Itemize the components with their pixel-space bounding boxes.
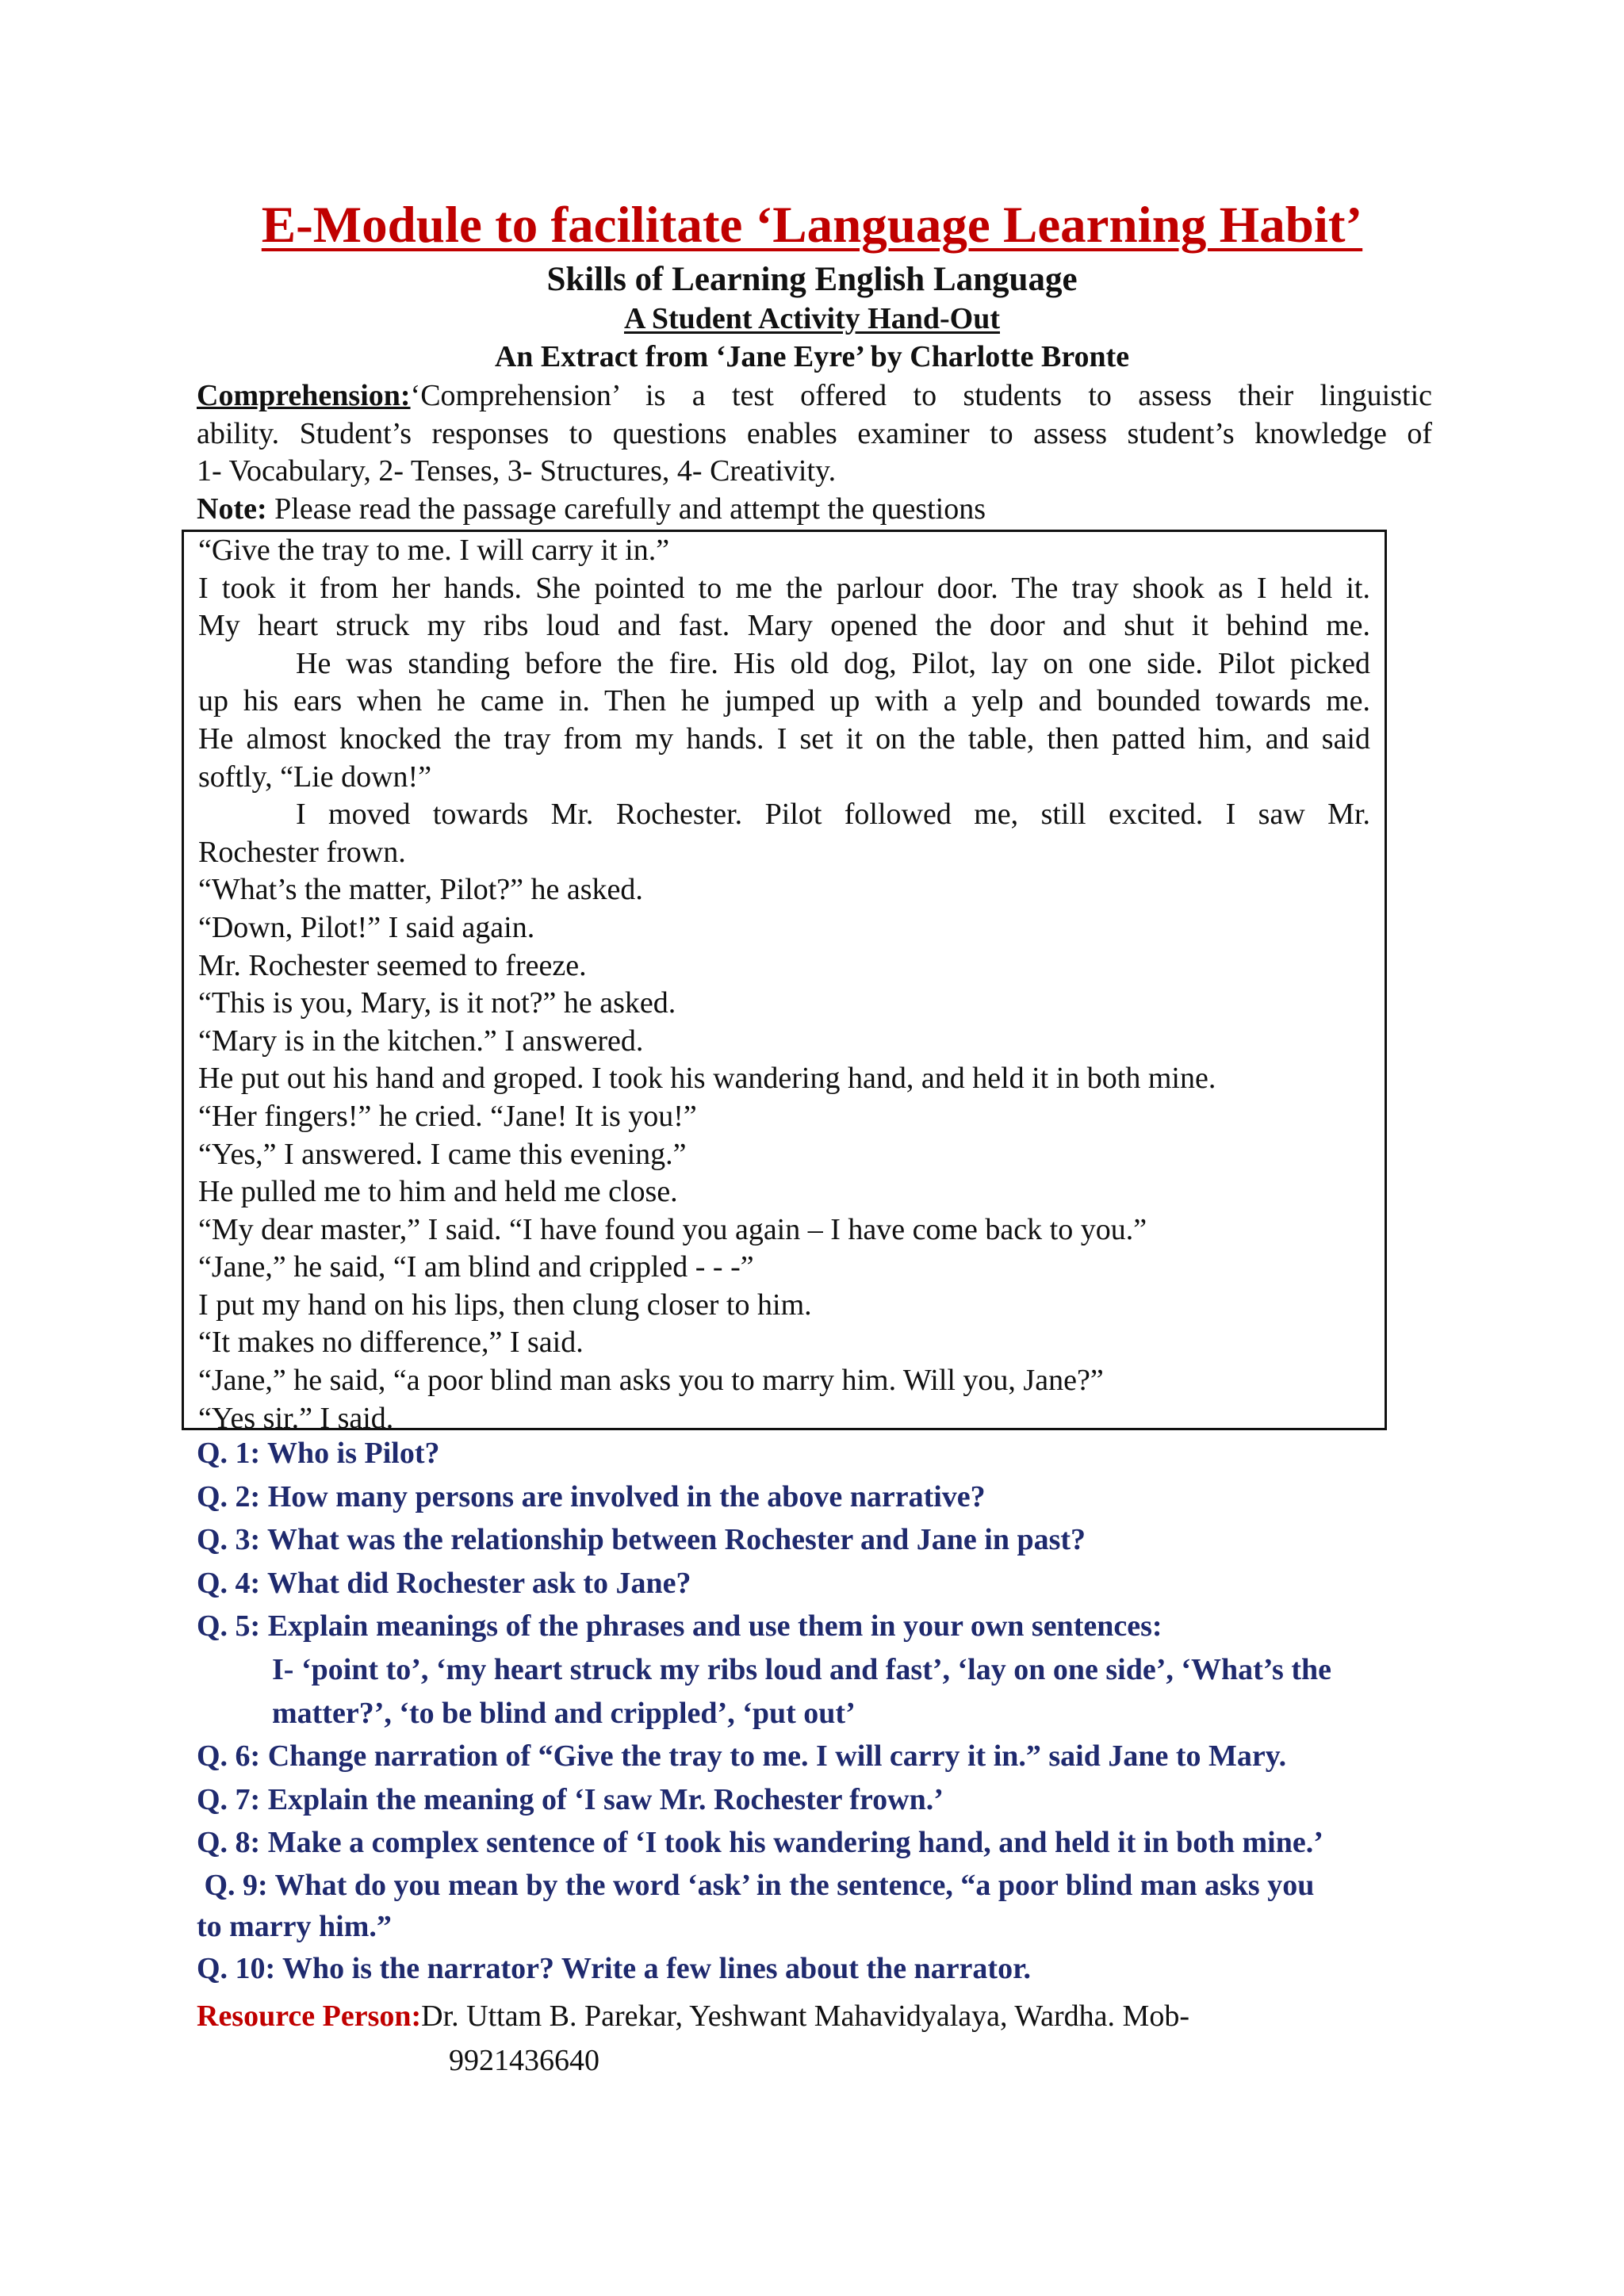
note-text: Please read the passage carefully and attempt the questions: [266, 492, 986, 526]
question-7: Q. 7: Explain the meaning of ‘I saw Mr. Rochester frown.’: [197, 1782, 944, 1816]
subtitle: Skills of Learning English Language: [546, 261, 1078, 298]
intro-line-2: ability. Student’s responses to questions enables examiner to assess student’s knowledge of: [197, 416, 1432, 450]
passage-box: [182, 530, 1387, 1435]
passage-line: I put my hand on his lips, then clung closer to him.: [198, 1288, 812, 1322]
passage-line: “Yes,” I answered. I came this evening.”: [198, 1137, 687, 1171]
module-title: E-Module to facilitate ‘Language Learning Habit’: [261, 197, 1363, 254]
comprehension-intro: [197, 377, 1432, 528]
resource-phone: 9921436640: [449, 2044, 599, 2077]
question-4: Q. 4: What did Rochester ask to Jane?: [197, 1566, 691, 1600]
intro-line-3: 1- Vocabulary, 2- Tenses, 3- Structures, 4- Creativity.: [197, 454, 837, 488]
passage-line: He was standing before the fire. His old dog, Pilot, lay on one side. Pilot picked: [296, 646, 1370, 680]
passage-line: He almost knocked the tray from my hands. I set it on the table, then patted him, and said: [198, 721, 1370, 756]
passage-line: He pulled me to him and held me close.: [198, 1175, 678, 1209]
passage-line: “Her fingers!” he cried. “Jane! It is you!”: [198, 1099, 697, 1133]
comprehension-label: Comprehension:: [197, 379, 411, 412]
resource-person: [197, 1995, 1465, 2038]
note-label: Note:: [197, 492, 267, 526]
passage-line: softly, “Lie down!”: [198, 760, 432, 794]
intro-line-1: [197, 377, 1432, 415]
handout-heading: A Student Activity Hand-Out: [623, 302, 1001, 335]
passage-line: “It makes no difference,” I said.: [198, 1326, 584, 1360]
passage-line: “Jane,” he said, “a poor blind man asks you to marry him. Will you, Jane?”: [198, 1364, 1104, 1398]
resource-person-text: Dr. Uttam B. Parekar, Yeshwant Mahavidyalaya, Wardha. Mob-: [421, 1999, 1189, 2033]
question-list: [197, 1432, 1443, 1991]
passage-line: “This is you, Mary, is it not?” he asked.: [198, 986, 676, 1020]
passage-line: He put out his hand and groped. I took his wandering hand, and held it in both mine.: [198, 1062, 1216, 1096]
passage-line: Rochester frown.: [198, 835, 406, 869]
passage-line: “Mary is in the kitchen.” I answered.: [198, 1024, 644, 1058]
question-8: Q. 8: Make a complex sentence of ‘I took his wandering hand, and held it in both mine.’: [197, 1826, 1323, 1860]
resource-person-label: Resource Person:: [197, 1999, 422, 2033]
question-2: Q. 2: How many persons are involved in the above narrative?: [197, 1479, 986, 1513]
passage-line: My heart struck my ribs loud and fast. Mary opened the door and shut it behind me.: [198, 609, 1370, 643]
question-6: Q. 6: Change narration of “Give the tray to me. I will carry it in.” said Jane to Mary.: [197, 1739, 1287, 1774]
passage-line: up his ears when he came in. Then he jumped up with a yelp and bounded towards me.: [198, 684, 1370, 718]
question-10: Q. 10: Who is the narrator? Write a few lines about the narrator.: [197, 1951, 1031, 1985]
passage-line: “What’s the matter, Pilot?” he asked.: [198, 873, 643, 907]
question-9: Q. 9: What do you mean by the word ‘ask’ in the sentence, “a poor blind man asks you: [197, 1868, 1315, 1902]
passage-line: Mr. Rochester seemed to freeze.: [198, 948, 587, 982]
passage-line: “Down, Pilot!” I said again.: [198, 910, 535, 944]
extract-heading: An Extract from ‘Jane Eyre’ by Charlotte Bronte: [494, 340, 1130, 373]
question-5: Q. 5: Explain meanings of the phrases and use them in your own sentences:: [197, 1609, 1162, 1644]
passage-line: “Jane,” he said, “I am blind and crippled - - -”: [198, 1250, 754, 1284]
passage-line: “Give the tray to me. I will carry it in.”: [198, 534, 670, 567]
passage-line: “My dear master,” I said. “I have found you again – I have come back to you.”: [198, 1212, 1147, 1246]
question-5-phrases-line-2: matter?’, ‘to be blind and crippled’, ‘put out’: [272, 1696, 856, 1730]
question-5-phrases-line-1: I- ‘point to’, ‘my heart struck my ribs loud and fast’, ‘lay on one side’, ‘What’s the: [272, 1652, 1331, 1686]
question-3: Q. 3: What was the relationship between Rochester and Jane in past?: [197, 1523, 1086, 1557]
passage-line: “Yes sir.” I said.: [198, 1401, 394, 1435]
note-line: [197, 491, 1432, 529]
question-1: Q. 1: Who is Pilot?: [197, 1437, 440, 1470]
question-9-continued: to marry him.”: [197, 1909, 392, 1943]
passage-line: I took it from her hands. She pointed to me the parlour door. The tray shook as I held it.: [198, 571, 1370, 605]
passage-line: I moved towards Mr. Rochester. Pilot followed me, still excited. I saw Mr.: [296, 798, 1370, 832]
intro-text-1: ‘Comprehension’ is a test offered to students to assess their linguistic: [410, 379, 1432, 412]
